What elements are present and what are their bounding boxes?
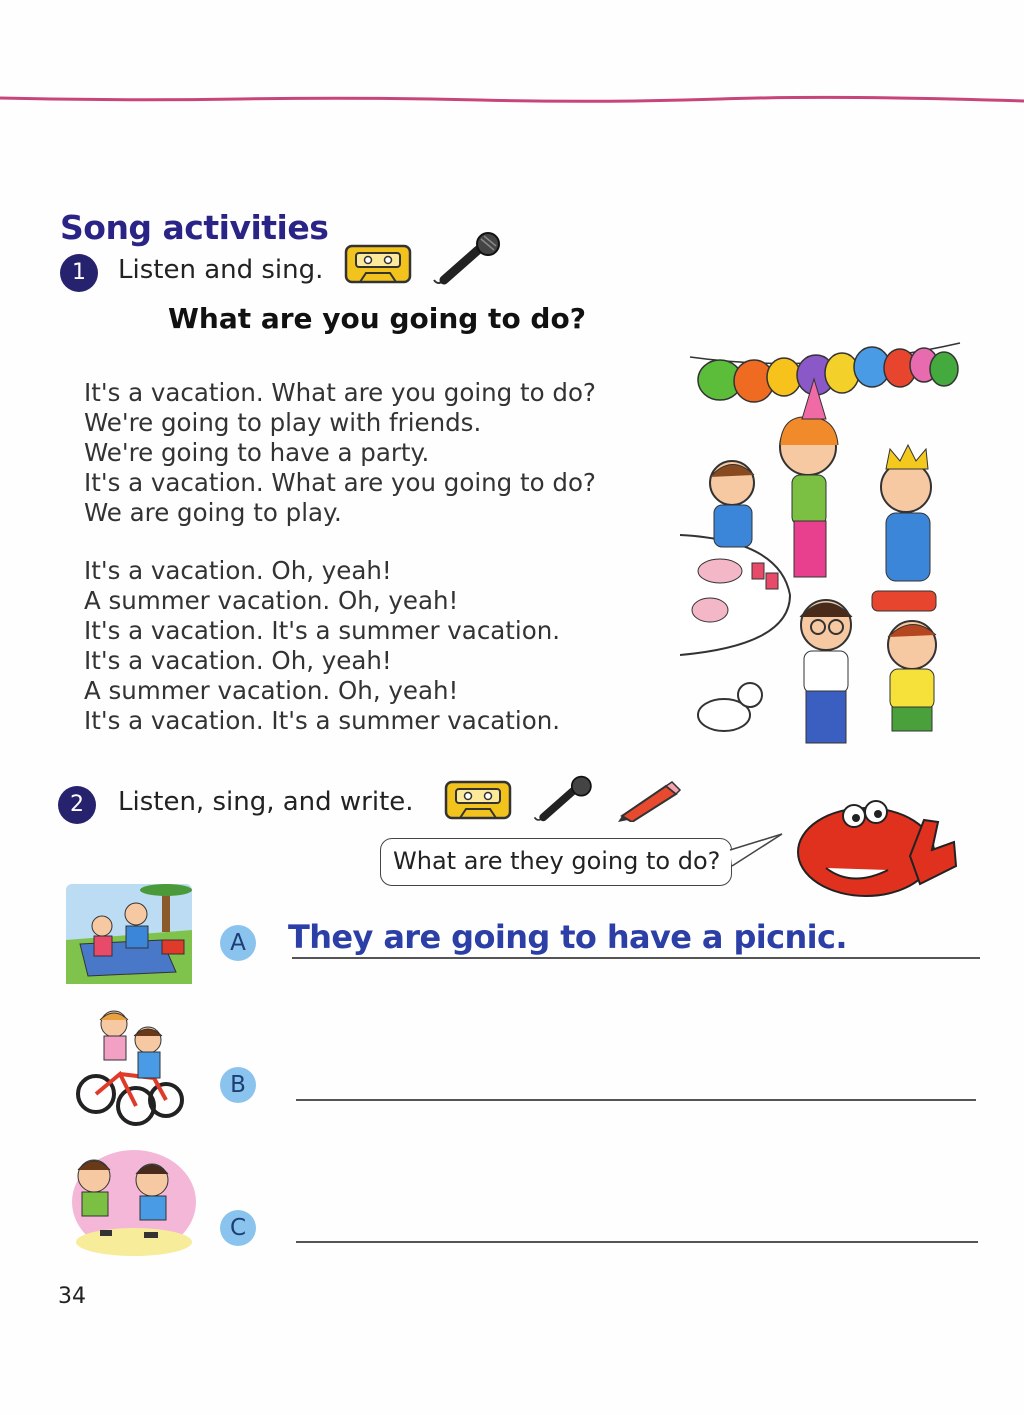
lyric-line: We're going to have a party. [84, 438, 430, 467]
item-b-letter: B [220, 1067, 256, 1103]
song-verse-1 [84, 378, 596, 528]
lyric-line: A summer vacation. Oh, yeah! [84, 586, 459, 615]
lyric-line: It's a vacation. It's a summer vacation. [84, 616, 561, 645]
item-a-letter: A [220, 925, 256, 961]
activity-1-instruction: Listen and sing. [118, 255, 324, 285]
top-decorative-rule [0, 92, 1024, 108]
playing-picture [64, 1146, 196, 1256]
song-title: What are you going to do? [168, 302, 586, 335]
lyric-line: A summer vacation. Oh, yeah! [84, 676, 459, 705]
item-a-write-line[interactable] [292, 957, 980, 959]
microphone-icon [428, 230, 508, 290]
microphone-icon [528, 774, 600, 826]
cassette-icon [444, 780, 512, 820]
dinosaur-mascot [792, 780, 964, 902]
speech-bubble-tail [728, 830, 788, 880]
lyric-line: It's a vacation. Oh, yeah! [84, 556, 392, 585]
activity-2-number: 2 [58, 786, 96, 824]
lyric-line: We're going to play with friends. [84, 408, 482, 437]
item-a-answer: They are going to have a picnic. [288, 918, 847, 956]
item-c-write-line[interactable] [296, 1241, 978, 1243]
activity-2-instruction: Listen, sing, and write. [118, 787, 414, 817]
picnic-picture [66, 884, 192, 984]
lyric-line: It's a vacation. What are you going to do? [84, 468, 596, 497]
item-b-write-line[interactable] [296, 1099, 976, 1101]
party-illustration [680, 335, 970, 775]
bike-riding-picture [74, 1004, 186, 1126]
song-verse-2 [84, 556, 560, 736]
activity-1-number: 1 [60, 254, 98, 292]
pencil-icon [614, 778, 684, 822]
page-number: 34 [58, 1284, 86, 1309]
item-c-letter: C [220, 1210, 256, 1246]
lyric-line: It's a vacation. Oh, yeah! [84, 646, 392, 675]
section-title: Song activities [60, 208, 329, 247]
cassette-icon [344, 244, 412, 284]
lyric-line: It's a vacation. It's a summer vacation. [84, 706, 561, 735]
balloons [698, 347, 958, 402]
speech-bubble: What are they going to do? [380, 838, 732, 886]
lyric-line: We are going to play. [84, 498, 342, 527]
lyric-line: It's a vacation. What are you going to do? [84, 378, 596, 407]
